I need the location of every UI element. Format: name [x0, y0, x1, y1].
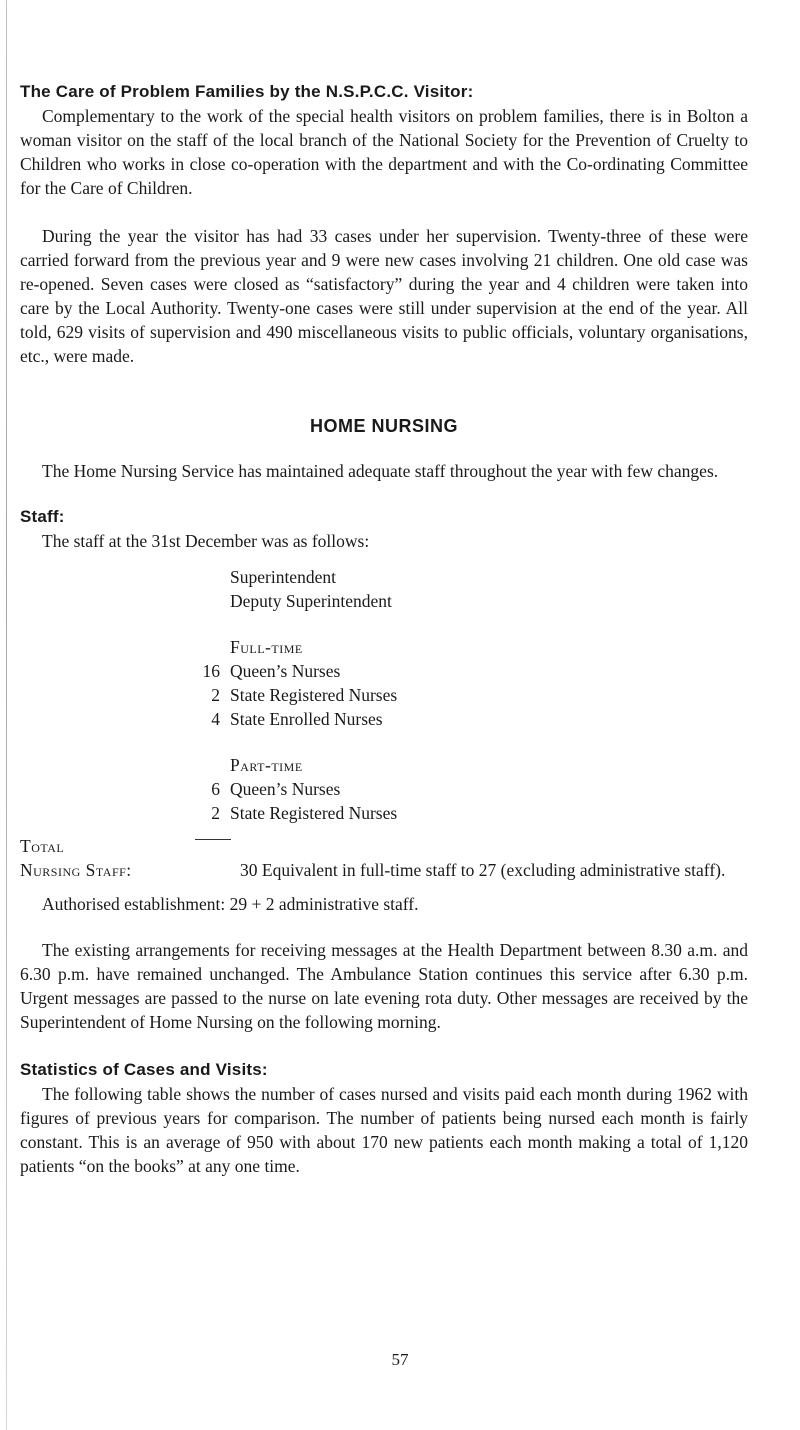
full-time-count: 16 — [202, 661, 220, 681]
messages-paragraph: The existing arrangements for receiving messages at the Health Department between 8.30 a.m. and 6.30 p.m. have remained unchanged. The Ambulance Station continues this service after 6.30 p.m. Urgent messages are passed to the nurse on late evening rota duty. Other messages are received by the Superintendent of Home Nursing on the following morning. — [20, 940, 748, 1032]
full-time-role: State Enrolled Nurses — [230, 709, 383, 729]
staff-list — [20, 565, 748, 825]
page-number: 57 — [391, 1350, 409, 1369]
part-time-role: State Registered Nurses — [230, 803, 398, 823]
page-binding-edge — [6, 0, 7, 1430]
staff-deputy-superintendent: Deputy Superintendent — [230, 591, 392, 611]
full-time-count: 4 — [211, 709, 220, 729]
full-time-count: 2 — [211, 685, 220, 705]
statistics-heading: Statistics of Cases and Visits: — [20, 1060, 268, 1079]
home-nursing-intro: The Home Nursing Service has maintained adequate staff throughout the year with few changes. — [42, 461, 719, 481]
home-nursing-heading: HOME NURSING — [309, 416, 458, 436]
full-time-label: Full-time — [230, 637, 303, 657]
document-page — [20, 80, 748, 1178]
full-time-row — [20, 683, 748, 707]
statistics-paragraph: The following table shows the number of cases nursed and visits paid each month during 1962 with figures of previous years for comparison. The number of patients being nursed each month is fairly constant. This is an average of 950 with about 170 new patients each month making a total of 1,120 patients “on the books” at any one time. — [20, 1084, 748, 1176]
part-time-label: Part-time — [230, 755, 303, 775]
total-staff-text: 30 Equivalent in full-time staff to 27 (excluding administrative staff). — [240, 860, 726, 880]
full-time-role: State Registered Nurses — [230, 685, 398, 705]
staff-heading: Staff: — [20, 507, 65, 526]
staff-superintendent: Superintendent — [230, 567, 336, 587]
staff-intro: The staff at the 31st December was as follows: — [42, 531, 370, 551]
total-label-line-1: Total — [20, 836, 65, 856]
total-label-line-2: Nursing Staff: — [20, 860, 132, 880]
full-time-row — [20, 659, 748, 683]
part-time-row — [20, 777, 748, 801]
nspcc-paragraph-1: Complementary to the work of the special health visitors on problem families, there is in Bolton a woman visitor on the staff of the local branch of the National Society for the Prevention of Cruelty to Children who works in close co-operation with the department and with the Co-ordinating Committee for the Care of Children. — [20, 106, 748, 198]
authorised-establishment: Authorised establishment: 29 + 2 administrative staff. — [42, 894, 419, 914]
full-time-role: Queen’s Nurses — [230, 661, 341, 681]
nspcc-paragraph-2: During the year the visitor has had 33 cases under her supervision. Twenty-three of these were carried forward from the previous year and 9 were new cases involving 21 children. One old case was re-opened. Seven cases were closed as “satisfactory” during the year and 4 children were taken into care by the Local Authority. Twenty-one cases were still under supervision at the end of the year. All told, 629 visits of supervision and 490 miscellaneous visits to public officials, voluntary organisations, etc., were made. — [20, 226, 748, 366]
part-time-count: 2 — [211, 803, 220, 823]
full-time-row — [20, 707, 748, 731]
nspcc-heading: The Care of Problem Families by the N.S.P.C.C. Visitor: — [20, 82, 474, 101]
part-time-role: Queen’s Nurses — [230, 779, 341, 799]
part-time-row — [20, 801, 748, 825]
part-time-count: 6 — [211, 779, 220, 799]
